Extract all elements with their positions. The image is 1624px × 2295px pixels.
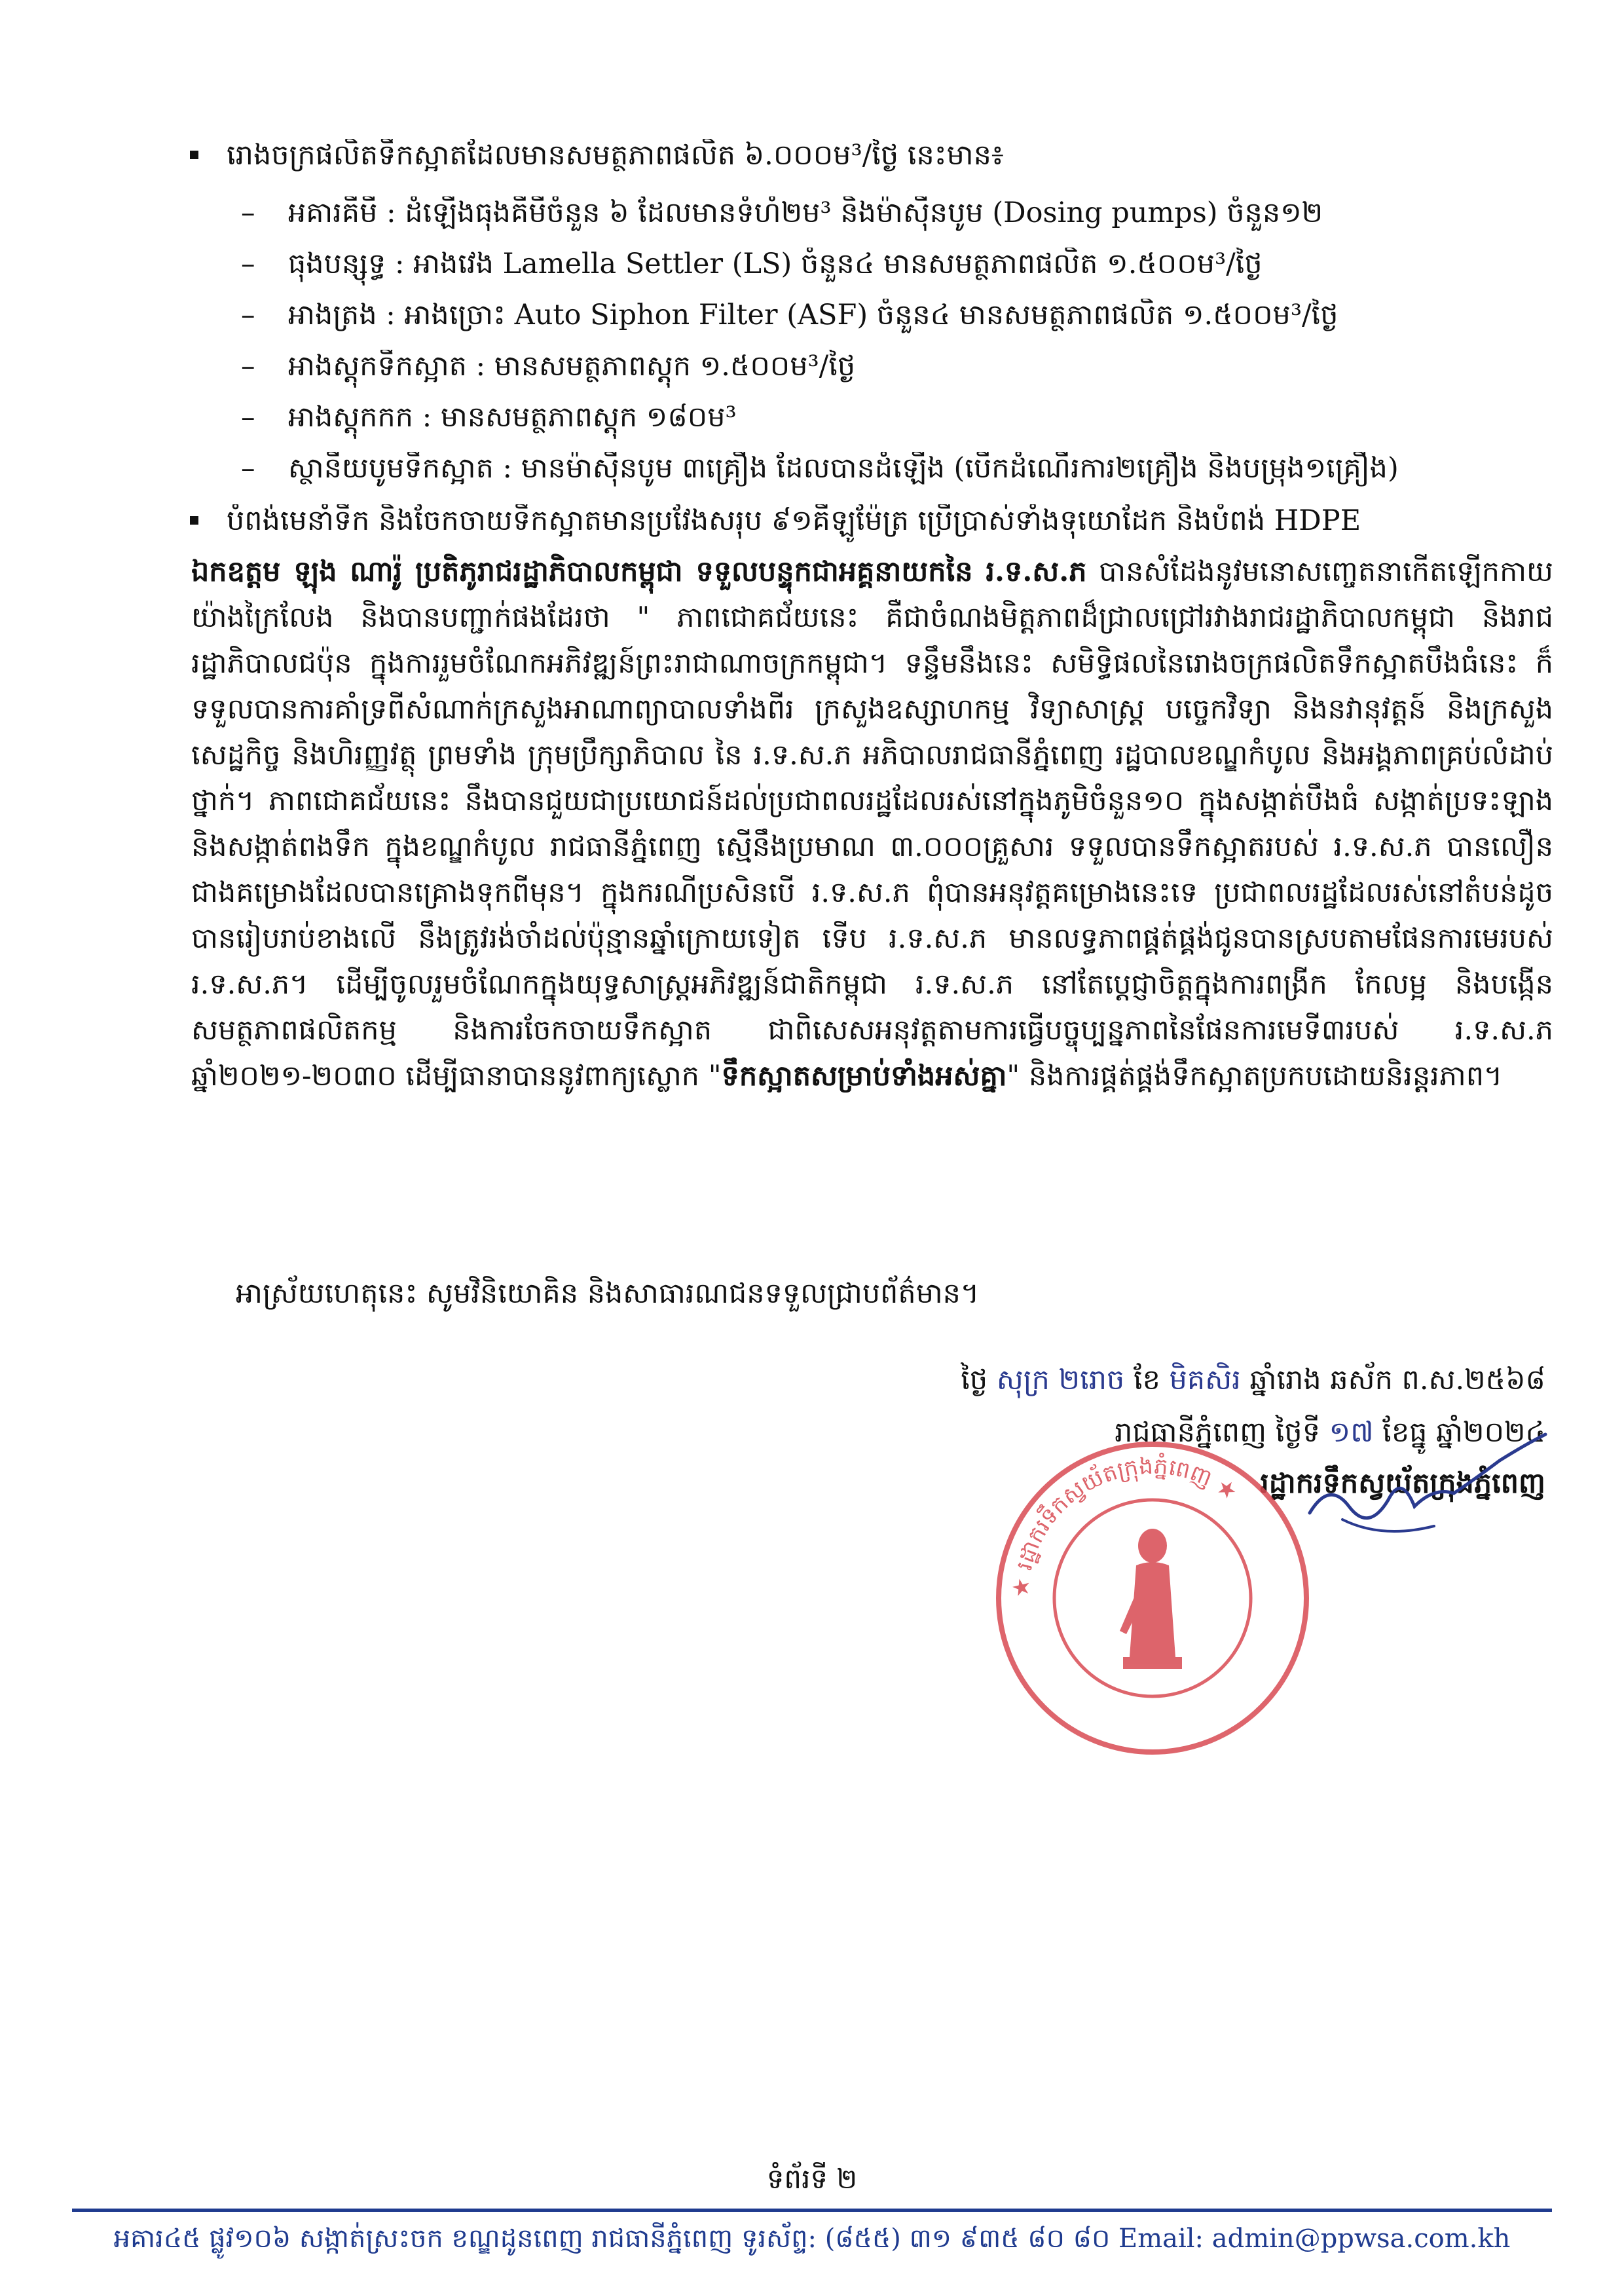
dash-bullet-icon: – (241, 248, 255, 280)
dash-bullet-icon: – (241, 350, 255, 382)
dash-bullet-icon: – (241, 299, 255, 331)
signer-name: រដ្ឋាករទឹកស្វយ័តក្រុងភ្នំពេញ (1260, 1467, 1545, 1500)
stamp-ring-text: ★ រដ្ឋាករទឹកស្វយ័តក្រុងភ្នំពេញ ★ (1007, 1453, 1243, 1599)
signature-icon (1303, 1408, 1552, 1552)
sub-item-text: អាងស្តុកទឹកស្អាត : មានសមត្ថភាពស្តុក ១.៥០០ម³/ថ្ងៃ (288, 350, 856, 382)
sub-item (241, 196, 1551, 236)
bullet-plant-text: រោងចក្រផលិតទឹកស្អាតដែលមានសមត្ថភាពផលិត ៦.០០០ម³/ថ្ងៃ នេះមាន៖ (227, 139, 1004, 172)
sub-item (241, 248, 1551, 287)
closing-line (236, 1277, 1414, 1311)
dash-bullet-icon: – (241, 452, 255, 485)
bullet-pipe-text: បំពង់មេនាំទឹក និងចែកចាយទឹកស្អាតមានប្រវែងសរុប ៩១គីឡូម៉ែត្រ ប្រើប្រាស់ទាំងទុយោដែក និងបំពង់ HDPE (227, 504, 1361, 537)
sub-item-text: អាងស្តុកកក : មានសមត្ថភាពស្តុក ១៨០ម³ (288, 401, 737, 434)
stamp-emblem-icon (1120, 1529, 1182, 1669)
dash-bullet-icon: – (241, 401, 255, 434)
bullet-plant (190, 139, 1552, 178)
sub-item (241, 350, 1551, 389)
solar-suffix: ខែធ្នូ ឆ្នាំ២០២៤ (1382, 1416, 1545, 1449)
sub-item (241, 452, 1551, 491)
footer-divider (72, 2209, 1552, 2212)
paragraph-body-end: " និងការផ្គត់ផ្គង់ទឹកស្អាតប្រកបដោយនិរន្តរភាព។ (1006, 1060, 1503, 1092)
dash-bullet-icon: – (241, 196, 255, 229)
bullet-pipe (190, 504, 1552, 544)
place-prefix: រាជធានីភ្នំពេញ ថ្ងៃទី (1115, 1416, 1320, 1449)
sub-item-text: អគារគីមី : ដំឡើងធុងគីមីចំនួន ៦ ដែលមានទំហំ២ម³ និងម៉ាស៊ីនបូម (Dosing pumps) ចំនួន១២ (288, 196, 1323, 229)
sub-item-text: អាងត្រង : អាងច្រោះ Auto Siphon Filter (ASF) ចំនួន៤ មានសមត្ថភាពផលិត ១.៥០០ម³/ថ្ងៃ (288, 299, 1338, 331)
lunar-prefix: ថ្ងៃ (961, 1364, 988, 1396)
page-number: ទំព័រទី ២ (766, 2163, 858, 2195)
square-bullet-icon (190, 151, 198, 159)
paragraph-body: បានសំដែងនូវមនោសញ្ចេតនាកើតឡើកកាយយ៉ាងក្រៃលែង និងបានបញ្ជាក់ផងដែរថា " ភាពជោគជ័យនេះ គឺជាចំណងមិត្តភាពដ៏ជ្រាលជ្រៅរវាងរាជរដ្ឋាភិបាលកម្ពុជា និងរាជរដ្ឋាភិបាលជប៉ុន ក្នុងការរួមចំណែកអភិវឌ្ឍន៍ព្រះរាជាណាចក្រកម្ពុជា។ ទន្ទឹមនឹងនេះ សមិទ្ធិផលនៃរោងចក្រផលិតទឹកស្អាតបឹងធំនេះ ក៏ទទួលបានការគាំទ្រពីសំណាក់ក្រសួងអាណាព្យាបាលទាំងពីរ ក្រសួងឧស្សាហកម្ម វិទ្យាសាស្ត្រ បច្ចេកវិទ្យា និងនវានុវត្តន៍ និងក្រសួងសេដ្ឋកិច្ច និងហិរញ្ញវត្ថុ ព្រមទាំង ក្រុមប្រឹក្សាភិបាល នៃ រ.ទ.ស.ភ អភិបាលរាជធានីភ្នំពេញ រដ្ឋបាលខណ្ឌកំបូល និងអង្គភាពគ្រប់លំដាប់ថ្នាក់។ ភាពជោគជ័យនេះ នឹងបានជួយជាប្រយោជន៍ដល់ប្រជាពលរដ្ឋដែលរស់នៅក្នុងភូមិចំនួន១០ ក្នុងសង្កាត់បឹងធំ សង្កាត់ប្រទះឡាង និងសង្កាត់ពងទឹក ក្នុងខណ្ឌកំបូល រាជធានីភ្នំពេញ ស្មើនឹងប្រមាណ ៣.០០០គ្រួសារ ទទួលបានទឹកស្អាតរបស់ រ.ទ.ស.ភ បានលឿនជាងគម្រោងដែលបានគ្រោងទុកពីមុន។ ក្នុងករណីប្រសិនបើ រ.ទ.ស.ភ ពុំបានអនុវត្តគម្រោងនេះទេ ប្រជាពលរដ្ឋដែលរស់នៅតំបន់ដូចបានរៀបរាប់ខាងលើ នឹងត្រូវរង់ចាំដល់ប៉ុន្មានឆ្នាំក្រោយទៀត ទើប រ.ទ.ស.ភ មានលទ្ធភាពផ្គត់ផ្គង់ជូនបានស្របតាមផែនការមេរបស់ រ.ទ.ស.ភ។ ដើម្បីចូលរួមចំណែកក្នុងយុទ្ធសាស្ត្រអភិវឌ្ឍន៍ជាតិកម្ពុជា រ.ទ.ស.ភ នៅតែប្តេជ្ញាចិត្តក្នុងការពង្រីក កែលម្អ និងបង្កើនសមត្ថភាពផលិតកម្ម និងការចែកចាយទឹកស្អាត ជាពិសេសអនុវត្តតាមការធ្វើបច្ចុប្បន្នភាពនៃផែនការមេទី៣របស់ រ.ទ.ស.ភ ឆ្នាំ២០២១-២០៣០ ដើម្បីធានាបាននូវពាក្យស្លោក " (191, 555, 1553, 1092)
lunar-month-prefix: ខែ (1134, 1364, 1160, 1396)
sub-item-text: ធុងបន្សុទ្ធ : អាងវេង Lamella Settler (LS) ចំនួន៤ មានសមត្ថភាពផលិត ១.៥០០ម³/ថ្ងៃ (288, 248, 1263, 280)
closing-text: អាស្រ័យហេតុនេះ សូមវិនិយោគិន និងសាធារណជនទទួលជ្រាបព័ត៌មាន។ (236, 1277, 980, 1310)
footer-address: អគារ៤៥ ផ្លូវ១០៦ សង្កាត់ស្រះចក ខណ្ឌដូនពេញ រាជធានីភ្នំពេញ ទូរស័ព្ទ: (៨៥៥) ៣១ ៩៣៥ ៨០ ៨០ Email: admin@ppwsa.com.kh (113, 2224, 1511, 2254)
handwritten-lunar-day: សុក្រ ២រោច (996, 1364, 1125, 1396)
handwritten-solar-day: ១៧ (1329, 1416, 1374, 1449)
official-stamp-icon (989, 1434, 1316, 1762)
body-paragraph (191, 549, 1553, 1099)
sub-item (241, 299, 1551, 338)
handwritten-lunar-month: មិគសិរ (1169, 1364, 1241, 1396)
slogan: ទឹកស្អាតសម្រាប់ទាំងអស់គ្នា (721, 1060, 1007, 1092)
sub-item-text: ស្ថានីយបូមទឹកស្អាត : មានម៉ាស៊ីនបូម ៣គ្រឿង ដែលបានដំឡើង (បើកដំណើរការ២គ្រឿង និងបម្រុង១គ្រឿង) (288, 452, 1399, 485)
lunar-suffix: ឆ្នាំរោង ឆស័ក ព.ស.២៥៦៨ (1249, 1364, 1545, 1396)
square-bullet-icon (190, 516, 198, 525)
paragraph-lead: ឯកឧត្តម ឡុង ណារ៉ូ ប្រតិភូរាជរដ្ឋាភិបាលកម្ពុជា ទទួលបន្ទុកជាអគ្គនាយកនៃ រ.ទ.ស.ភ (191, 555, 1087, 588)
lunar-date (629, 1364, 1545, 1398)
sub-item (241, 401, 1551, 440)
